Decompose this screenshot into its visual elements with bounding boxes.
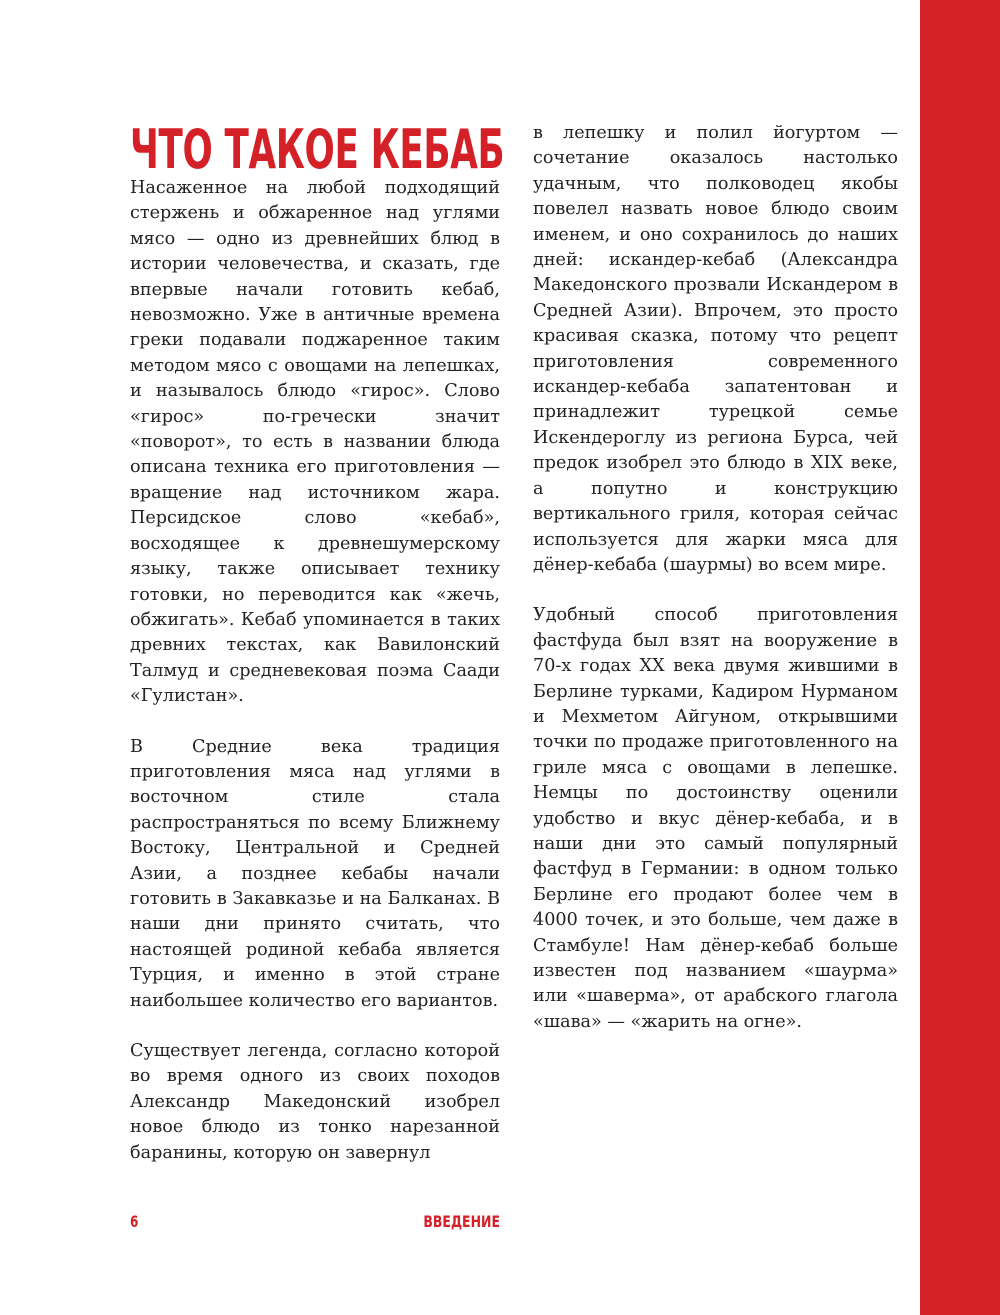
paragraph: Насаженное на любой подходящий стержень и обжаренное над углями мясо — одно из древнейших блюд в истории человечества, и сказать, где впервые начали готовить кебаб, невозможно. Уже в античные времена греки подавали поджаренное таким методом мясо с овощами на лепешках, и называлось блюдо «гирос». Слово «гирос» по-гречески значит «поворот», то есть в названии блюда описана техника его приготовления — вращение над источником жара. Персидское слово «кебаб», восходящее к древнешумерскому языку, также описывает технику готовки, но переводится как «жечь, обжигать». Кебаб упоминается в таких древних текстах, как Вавилонский Талмуд и средневековая поэма Саади «Гулистан». bbox=[130, 178, 500, 707]
right-column bbox=[533, 121, 898, 1060]
section-name: ВВЕДЕНИЕ bbox=[423, 1212, 500, 1231]
page-title: ЧТО ТАКОЕ КЕБАБ bbox=[130, 118, 505, 181]
paragraph: Удобный способ приготовления фастфуда был взят на вооружение в 70-х годах XX века двумя жившими в Берлине турками, Кадиром Нурманом и Мехметом Айгуном, открывшими точки по продаже приготовленного на гриле мяса с овощами в лепешке. Немцы по достоинству оценили удобство и вкус дёнер-кебаба, и в наши дни это самый популярный фастфуд в Германии: в одном только Берлине его продают более чем в 4000 точек, и это больше, чем даже в Стамбуле! Нам дёнер-кебаб больше известен под названием «шаурма» или «шаверма», от арабского глагола «шава» — «жарить на огне». bbox=[533, 605, 898, 1032]
paragraph: В Средние века традиция приготовления мяса над углями в восточном стиле стала распространяться по всему Ближнему Востоку, Центральной и Средней Азии, а позднее кебабы начали готовить в Закавказье и на Балканах. В наши дни принято считать, что настоящей родиной кебаба является Турция, и именно в этой стране наибольшее количество его вариантов. bbox=[130, 736, 500, 1011]
paragraph: в лепешку и полил йогуртом — сочетание оказалось настолько удачным, что полководец якобы повелел назвать новое блюдо своим именем, и оно сохранилось до наших дней: искандер-кебаб (Александра Македонского прозвали Искандером в Средней Азии). Впрочем, это просто красивая сказка, потому что рецепт приготовления современного искандер-кебаба запатентован и принадлежит турецкой семье Искендероглу из региона Бурса, чей предок изобрел это блюдо в XIX веке, а попутно и конструкцию вертикального гриля, которая сейчас используется для жарки мяса для дёнер-кебаба (шаурмы) во всем мире. bbox=[533, 123, 898, 575]
page-number: 6 bbox=[130, 1212, 139, 1231]
red-side-band bbox=[920, 0, 1000, 1315]
paragraph: Существует легенда, согласно которой во время одного из своих походов Александр Македонский изобрел новое блюдо из тонко нарезанной баранины, которую он завернул bbox=[130, 1041, 500, 1163]
left-column bbox=[130, 176, 500, 1191]
